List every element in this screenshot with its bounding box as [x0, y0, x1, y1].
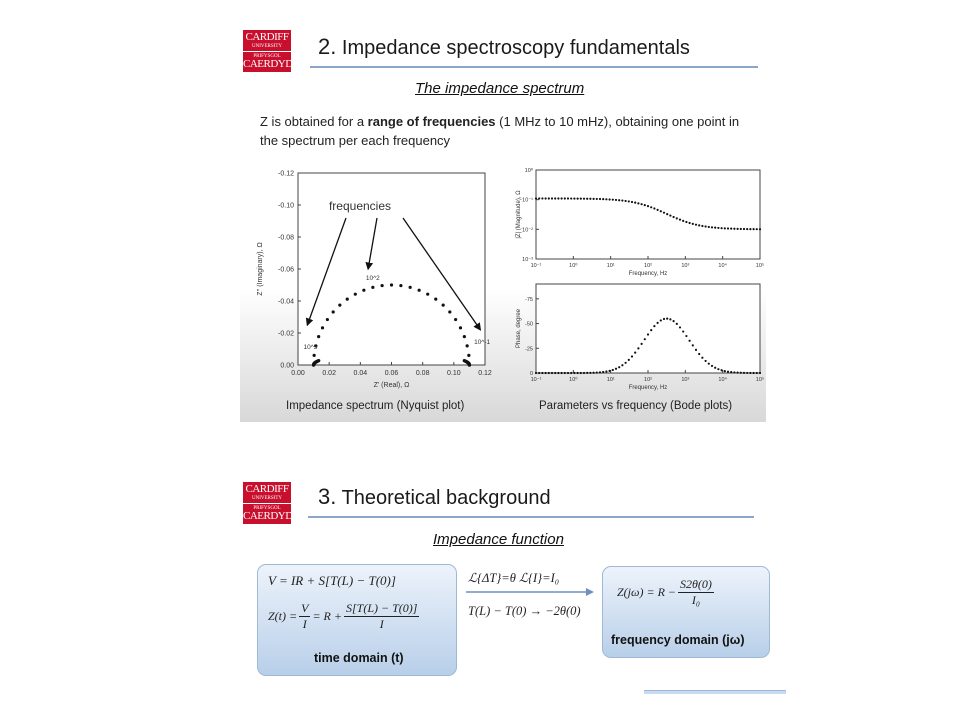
bode-phase-point [551, 372, 553, 374]
nyquist-point [454, 318, 457, 321]
cardiff-university-logo [243, 30, 301, 72]
bode-mag-point [596, 198, 598, 200]
bode-mag-point [653, 207, 655, 209]
frequency-domain-label: frequency domain (jω) [611, 633, 745, 647]
bode-phase-point [605, 370, 607, 372]
bode-phase-point [673, 320, 675, 322]
logo-line3: PRIFYSGOL [253, 506, 281, 511]
equation-impedance-frequency [617, 577, 714, 608]
bode-mag-point [573, 197, 575, 199]
bode-phase-x-tick-label: 10³ [681, 377, 690, 383]
eq2-frac2-num: S[T(L) − T(0)] [345, 601, 418, 615]
bode-phase-point [599, 371, 601, 373]
bode-phase-point [593, 372, 595, 374]
eq2-frac2-den: I [379, 617, 384, 631]
bode-mag-point [577, 198, 579, 200]
body-text [260, 112, 760, 150]
bode-phase-point [625, 362, 627, 364]
bode-mag-point [759, 228, 761, 230]
bode-phase-y-axis-label: Phase, degree [516, 308, 522, 349]
bode-mag-point [551, 197, 553, 199]
nyquist-point [399, 284, 402, 287]
bode-phase-point [637, 347, 639, 349]
bode-phase-point [695, 349, 697, 351]
bode-mag-point [580, 198, 582, 200]
bode-phase-x-tick-label: 10⁻¹ [530, 377, 542, 383]
nyquist-x-tick-label: 0.08 [415, 370, 430, 377]
bode-mag-point [673, 216, 675, 218]
bode-mag-point [682, 220, 684, 222]
eq2-frac1-num: V [301, 601, 309, 615]
bode-phase-point [586, 372, 588, 374]
eq3-num: S2θ(0) [680, 577, 712, 591]
bode-phase-point [596, 371, 598, 373]
bode-mag-point [641, 203, 643, 205]
laplace-transform-labels: ℒ{ΔT}=θ ℒ{I}=I₀ [468, 571, 560, 585]
bode-mag-point [570, 197, 572, 199]
nyquist-y-tick-label: -0.10 [278, 202, 294, 210]
time-domain-box [257, 564, 457, 676]
bode-mag-point [589, 198, 591, 200]
bode-mag-point [541, 197, 543, 199]
bode-phase-point [698, 353, 700, 355]
bode-phase-x-tick-label: 10⁴ [718, 377, 727, 383]
bode-phase-x-tick-label: 10⁰ [569, 377, 578, 383]
logo-line1: CARDIFF [245, 31, 289, 43]
nyquist-point [459, 326, 462, 329]
partial-box-bottom [644, 690, 786, 694]
bode-mag-point [663, 212, 665, 214]
bode-mag-point [545, 197, 547, 199]
nyquist-x-tick-label: 0.00 [291, 370, 305, 377]
bode-mag-y-tick-label: 10⁻³ [522, 257, 533, 263]
bode-phase-point [621, 364, 623, 366]
bode-mag-point [679, 219, 681, 221]
bode-phase-point [657, 322, 659, 324]
bode-mag-point [548, 197, 550, 199]
bode-phase-point [615, 368, 617, 370]
bode-mag-point [743, 228, 745, 230]
bode-phase-point [570, 372, 572, 374]
bode-mag-point [650, 206, 652, 208]
nyquist-y-tick-label: -0.08 [278, 234, 294, 242]
bode-mag-x-tick-label: 10³ [681, 263, 690, 269]
bode-mag-point [538, 197, 540, 199]
bode-mag-point [737, 228, 739, 230]
bode-phase-point [653, 325, 655, 327]
bode-phase-point [743, 372, 745, 374]
bode-mag-point [621, 199, 623, 201]
bode-mag-point [708, 226, 710, 228]
title-underline [308, 516, 754, 518]
bode-mag-y-tick-label: 10⁻² [522, 227, 533, 234]
bode-phase-point [554, 372, 556, 374]
bode-mag-x-axis-label: Frequency, Hz [628, 271, 668, 277]
bode-mag-point [685, 221, 687, 223]
nyquist-point [332, 310, 335, 313]
bode-phase-y-tick-label: -50 [525, 321, 533, 328]
caption-nyquist: Impedance spectrum (Nyquist plot) [286, 400, 465, 412]
nyquist-point [463, 335, 466, 338]
nyquist-point [467, 354, 470, 357]
logo-line2: UNIVERSITY [243, 495, 291, 504]
body-text-bold: range of frequencies [367, 114, 496, 129]
bode-mag-point [689, 222, 691, 224]
bode-mag-point [631, 201, 633, 203]
bode-mag-point [647, 205, 649, 207]
transform-arrow [464, 586, 596, 598]
bode-mag-point [554, 197, 556, 199]
bode-phase-point [724, 370, 726, 372]
bode-phase-point [685, 335, 687, 337]
bode-mag-point [695, 224, 697, 226]
bode-phase-point [669, 318, 671, 320]
nyquist-point [338, 304, 341, 307]
bode-phase-point [650, 329, 652, 331]
annotation-frequencies: frequencies [328, 199, 392, 213]
bode-mag-point [666, 213, 668, 215]
bode-phase-point [727, 371, 729, 373]
bode-phase-point [717, 368, 719, 370]
bode-phase-point [721, 369, 723, 371]
bode-phase-point [746, 372, 748, 374]
bode-mag-x-tick-label: 10⁻¹ [530, 263, 542, 269]
nyquist-point [434, 298, 437, 301]
bode-phase-point [612, 369, 614, 371]
nyquist-point [313, 354, 316, 357]
body-text-part1: Z is obtained for a [260, 114, 368, 129]
bode-mag-point [628, 200, 630, 202]
caption-bode: Parameters vs frequency (Bode plots) [539, 400, 733, 412]
bode-mag-point [705, 225, 707, 227]
nyquist-point [346, 298, 349, 301]
bode-phase-point [756, 372, 758, 374]
nyquist-plot [240, 163, 500, 393]
bode-mag-point [557, 197, 559, 199]
bode-phase-point [660, 319, 662, 321]
bode-mag-point [701, 225, 703, 227]
logo-line4: CAERDYDD [243, 510, 301, 522]
eq2-frac1-den: I [302, 617, 307, 631]
bode-phase-point [749, 372, 751, 374]
bode-phase-point [711, 365, 713, 367]
bode-phase-point [583, 372, 585, 374]
nyquist-y-tick-label: 0.00 [280, 362, 294, 370]
bode-phase-point [644, 338, 646, 340]
bode-phase-point [759, 372, 761, 374]
arrow-head [586, 588, 594, 596]
time-domain-label: time domain (t) [314, 651, 404, 665]
bode-mag-point [583, 198, 585, 200]
transform-substitution: T(L) − T(0) → −2θ(0) [468, 604, 581, 618]
eq2-mid: = R + [312, 609, 342, 623]
bode-phase-point [564, 372, 566, 374]
bode-mag-point [615, 199, 617, 201]
nyquist-y-tick-label: -0.04 [278, 298, 294, 306]
nyquist-x-axis-label: Z' (Real), Ω [373, 382, 410, 389]
bode-mag-point [711, 226, 713, 228]
bode-phase-point [701, 357, 703, 359]
bode-phase-plot [510, 280, 766, 392]
nyquist-frame [298, 173, 485, 365]
nyquist-point [442, 304, 445, 307]
slide-number: 2. [318, 34, 337, 59]
bode-mag-point [612, 199, 614, 201]
bode-mag-point [753, 228, 755, 230]
nyquist-y-tick-label: -0.02 [278, 330, 294, 338]
bode-phase-point [679, 326, 681, 328]
slide-title-text: Impedance spectroscopy fundamentals [341, 37, 690, 59]
bode-mag-point [733, 228, 735, 230]
bode-mag-x-tick-label: 10¹ [606, 263, 615, 269]
nyquist-x-tick-label: 0.02 [322, 370, 336, 377]
bode-mag-point [567, 197, 569, 199]
bode-phase-point [641, 343, 643, 345]
bode-phase-y-tick-label: -25 [525, 346, 533, 353]
slide-title [318, 484, 551, 510]
bode-phase-point [567, 372, 569, 374]
bode-phase-point [733, 371, 735, 373]
bode-phase-x-tick-label: 10² [644, 377, 652, 383]
slide-impedance-fundamentals [240, 28, 766, 422]
eq3-den: I₀ [691, 593, 701, 607]
bode-phase-point [708, 363, 710, 365]
slide-title [318, 34, 690, 60]
bode-phase-point [676, 323, 678, 325]
nyquist-x-tick-label: 0.12 [478, 370, 492, 377]
bode-mag-point [676, 217, 678, 219]
slide-number: 3. [318, 484, 337, 509]
nyquist-point [317, 335, 320, 338]
bode-phase-point [730, 371, 732, 373]
frequency-domain-box [602, 566, 770, 658]
nyquist-point-dense [317, 359, 320, 362]
bode-mag-point [698, 224, 700, 226]
bode-phase-point [737, 372, 739, 374]
bode-mag-point [605, 198, 607, 200]
bode-phase-point [714, 367, 716, 369]
bode-phase-point [557, 372, 559, 374]
equation-impedance-time [268, 601, 419, 632]
bode-mag-point [609, 198, 611, 200]
slide-subtitle: Impedance function [433, 531, 564, 548]
bode-mag-point [644, 204, 646, 206]
nyquist-point [426, 293, 429, 296]
title-underline [310, 66, 758, 68]
slide-title-text: Theoretical background [341, 487, 551, 509]
bode-mag-point [756, 228, 758, 230]
bode-phase-point [689, 340, 691, 342]
nyquist-x-tick-label: 0.06 [384, 370, 399, 377]
bode-phase-point [753, 372, 755, 374]
bode-mag-point [535, 197, 537, 199]
eq2-frac1 [299, 601, 310, 632]
annotation-freq-1e2: 10^2 [365, 275, 380, 283]
bode-phase-point [692, 344, 694, 346]
annotation-freq-1e-1: 10^-1 [474, 339, 491, 347]
bode-mag-point [625, 200, 627, 202]
bode-phase-y-tick-label: -75 [525, 296, 533, 303]
bode-phase-point [577, 372, 579, 374]
nyquist-point [381, 284, 384, 287]
nyquist-point [362, 289, 365, 292]
bode-mag-y-tick-label: 10⁰ [524, 168, 533, 174]
bode-phase-point [589, 372, 591, 374]
bode-mag-point [593, 198, 595, 200]
logo-line3: PRIFYSGOL [253, 54, 281, 59]
bode-mag-point [717, 227, 719, 229]
bode-mag-point [561, 197, 563, 199]
bode-mag-point [714, 227, 716, 229]
nyquist-point [321, 326, 324, 329]
bode-phase-point [602, 371, 604, 373]
bode-phase-point [609, 370, 611, 372]
bode-phase-point [628, 359, 630, 361]
eq2-frac2 [344, 601, 419, 632]
bode-mag-point [724, 227, 726, 229]
bode-phase-point [548, 372, 550, 374]
bode-phase-point [573, 372, 575, 374]
bode-mag-point [749, 228, 751, 230]
bode-mag-point [740, 228, 742, 230]
nyquist-point [326, 318, 329, 321]
bode-phase-point [740, 372, 742, 374]
bode-mag-point [669, 214, 671, 216]
bode-mag-point [727, 227, 729, 229]
bode-phase-x-tick-label: 10⁵ [755, 377, 765, 383]
bode-mag-frame [536, 170, 760, 259]
bode-mag-y-axis-label: |Z| (Magnitude), Ω [516, 190, 522, 239]
nyquist-point-dense [463, 359, 466, 362]
bode-phase-point [545, 372, 547, 374]
nyquist-point [390, 283, 393, 286]
nyquist-x-tick-label: 0.10 [447, 370, 461, 377]
bode-mag-point [634, 202, 636, 204]
bode-mag-point [618, 199, 620, 201]
cardiff-university-logo [243, 482, 301, 524]
nyquist-point [354, 293, 357, 296]
bode-magnitude-plot [510, 166, 766, 278]
nyquist-point [466, 344, 469, 347]
eq3-lhs: Z(jω) = R − [617, 585, 676, 599]
bode-mag-point [657, 209, 659, 211]
nyquist-point [409, 286, 412, 289]
bode-phase-point [705, 360, 707, 362]
nyquist-point [418, 289, 421, 292]
bode-mag-y-tick-label: 10⁻¹ [522, 197, 533, 204]
equation-voltage: V = IR + S[T(L) − T(0)] [268, 573, 396, 588]
bode-mag-x-tick-label: 10² [644, 263, 652, 269]
nyquist-y-tick-label: -0.06 [278, 266, 294, 274]
bode-mag-point [730, 228, 732, 230]
bode-mag-point [660, 210, 662, 212]
bode-mag-point [599, 198, 601, 200]
logo-line4: CAERDYDD [243, 58, 301, 70]
bode-mag-x-tick-label: 10⁴ [718, 263, 727, 269]
bode-phase-point [618, 366, 620, 368]
nyquist-point [371, 286, 374, 289]
logo-line2: UNIVERSITY [243, 43, 291, 52]
bode-phase-point [666, 318, 668, 320]
bode-phase-point [541, 372, 543, 374]
bode-phase-point [663, 318, 665, 320]
bode-phase-x-axis-label: Frequency, Hz [628, 385, 668, 391]
bode-phase-point [682, 330, 684, 332]
bode-mag-point [564, 197, 566, 199]
nyquist-y-tick-label: -0.12 [278, 170, 294, 178]
nyquist-y-axis-label: Z'' (Imaginary), Ω [257, 242, 264, 296]
slide-subtitle: The impedance spectrum [415, 80, 585, 97]
bode-phase-point [535, 372, 537, 374]
slide-theoretical-background [240, 478, 766, 693]
bode-phase-x-tick-label: 10¹ [606, 377, 615, 383]
bode-mag-x-tick-label: 10⁰ [569, 263, 578, 269]
bode-mag-point [637, 202, 639, 204]
bode-phase-point [647, 333, 649, 335]
bode-phase-point [580, 372, 582, 374]
body-text-part2: (1 MHz to 10 mHz), obtaining one point in the spectrum per each frequency [260, 114, 740, 148]
bode-mag-point [602, 198, 604, 200]
bode-mag-point [746, 228, 748, 230]
bode-mag-point [586, 198, 588, 200]
bode-phase-point [538, 372, 540, 374]
bode-mag-x-tick-label: 10⁵ [755, 263, 765, 269]
bode-phase-point [561, 372, 563, 374]
bode-phase-point [631, 355, 633, 357]
bode-phase-y-tick-label: 0 [529, 371, 533, 377]
annotation-freq-1e5: 10^5 [303, 344, 318, 351]
nyquist-x-tick-label: 0.04 [353, 370, 368, 377]
bode-mag-point [721, 227, 723, 229]
eq3-frac [678, 577, 714, 608]
bode-mag-point [692, 223, 694, 225]
bode-phase-point [634, 352, 636, 354]
logo-line1: CARDIFF [245, 483, 289, 495]
bode-phase-frame [536, 284, 760, 373]
eq2-lhs: Z(t) = [268, 609, 298, 623]
nyquist-point [448, 310, 451, 313]
